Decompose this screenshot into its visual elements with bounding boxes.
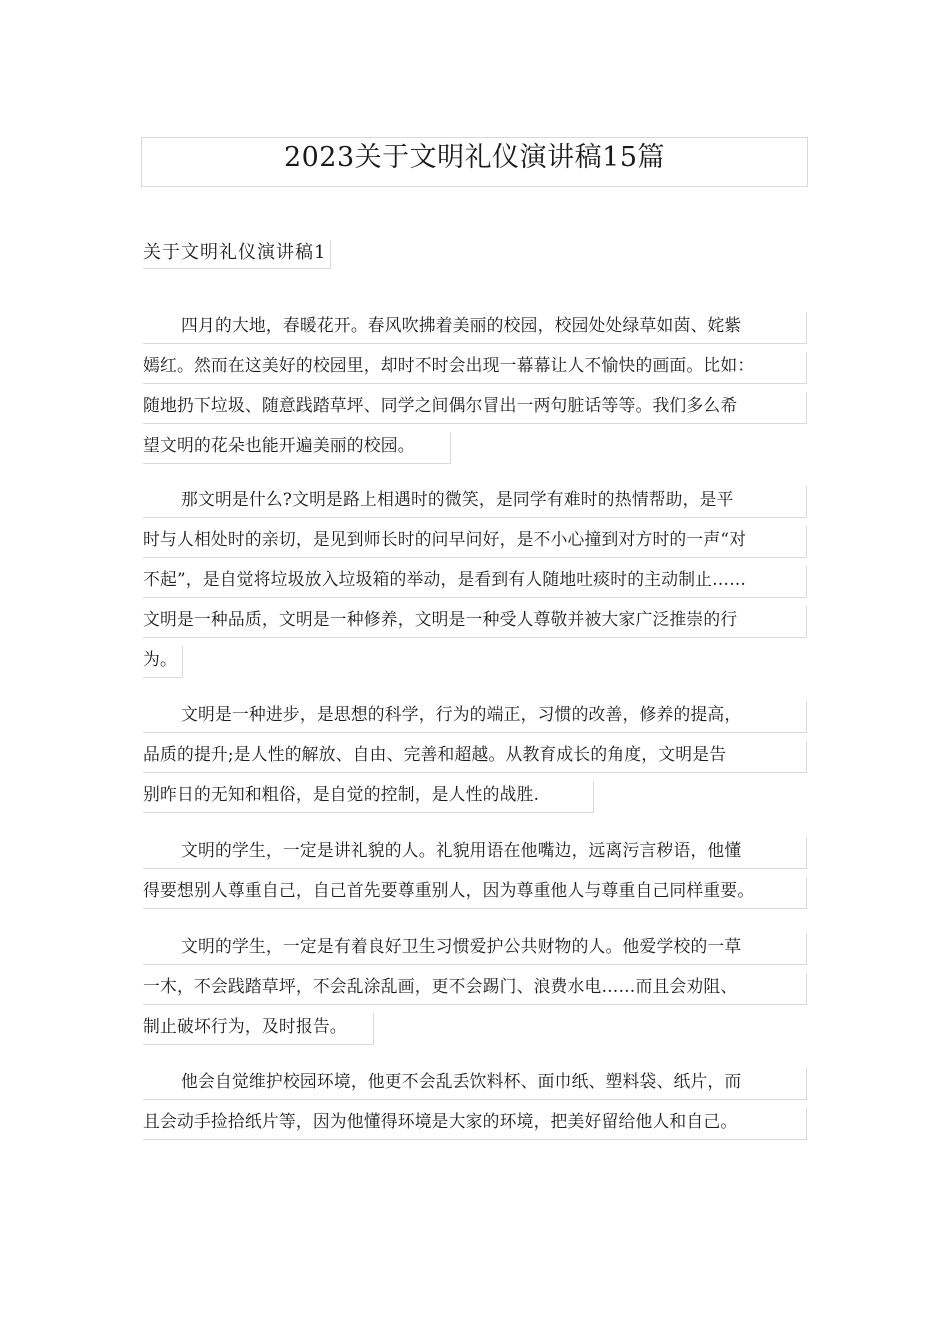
- paragraph-6: [143, 1064, 807, 1144]
- paragraph-line: 文明的学生，一定是讲礼貌的人。礼貌用语在他嘴边，远离污言秽语，他懂: [143, 833, 807, 873]
- paragraph-line: 制止破坏行为，及时报告。: [143, 1009, 807, 1049]
- paragraph-line: 文明是一种品质，文明是一种修养，文明是一种受人尊敬并被大家广泛推崇的行: [143, 602, 807, 642]
- paragraph-line: 嫣红。然而在这美好的校园里，却时不时会出现一幕幕让人不愉快的画面。比如：: [143, 348, 807, 388]
- paragraph-line: 且会动手捡拾纸片等，因为他懂得环境是大家的环境，把美好留给他人和自己。: [143, 1104, 807, 1144]
- paragraph-5: [143, 929, 807, 1049]
- section-heading: 关于文明礼仪演讲稿1: [143, 240, 331, 269]
- paragraph-line: 四月的大地，春暖花开。春风吹拂着美丽的校园，校园处处绿草如茵、姹紫: [143, 308, 807, 348]
- paragraph-2: [143, 482, 807, 682]
- paragraph-line: 那文明是什么?文明是路上相遇时的微笑，是同学有难时的热情帮助，是平: [143, 482, 807, 522]
- paragraph-line: 时与人相处时的亲切，是见到师长时的问早问好，是不小心撞到对方时的一声“对: [143, 522, 807, 562]
- paragraph-line: 品质的提升;是人性的解放、自由、完善和超越。从教育成长的角度，文明是告: [143, 737, 807, 777]
- paragraph-line: 一木，不会践踏草坪，不会乱涂乱画，更不会踢门、浪费水电……而且会劝阻、: [143, 969, 807, 1009]
- paragraph-line: 望文明的花朵也能开遍美丽的校园。: [143, 428, 807, 468]
- paragraph-line: 随地扔下垃圾、随意践踏草坪、同学之间偶尔冒出一两句脏话等等。我们多么希: [143, 388, 807, 428]
- paragraph-1: [143, 308, 807, 468]
- document-title: 2023关于文明礼仪演讲稿15篇: [141, 137, 808, 187]
- paragraph-3: [143, 697, 807, 817]
- paragraph-line: 得要想别人尊重自己，自己首先要尊重别人，因为尊重他人与尊重自己同样重要。: [143, 873, 807, 913]
- paragraph-line: 为。: [143, 642, 807, 682]
- paragraph-line: 文明是一种进步，是思想的科学，行为的端正，习惯的改善，修养的提高，: [143, 697, 807, 737]
- paragraph-line: 文明的学生，一定是有着良好卫生习惯爱护公共财物的人。他爱学校的一草: [143, 929, 807, 969]
- paragraph-line: 不起”，是自觉将垃圾放入垃圾箱的举动，是看到有人随地吐痰时的主动制止……: [143, 562, 807, 602]
- paragraph-4: [143, 833, 807, 913]
- paragraph-line: 别昨日的无知和粗俗，是自觉的控制，是人性的战胜.: [143, 777, 807, 817]
- paragraph-line: 他会自觉维护校园环境，他更不会乱丢饮料杯、面巾纸、塑料袋、纸片，而: [143, 1064, 807, 1104]
